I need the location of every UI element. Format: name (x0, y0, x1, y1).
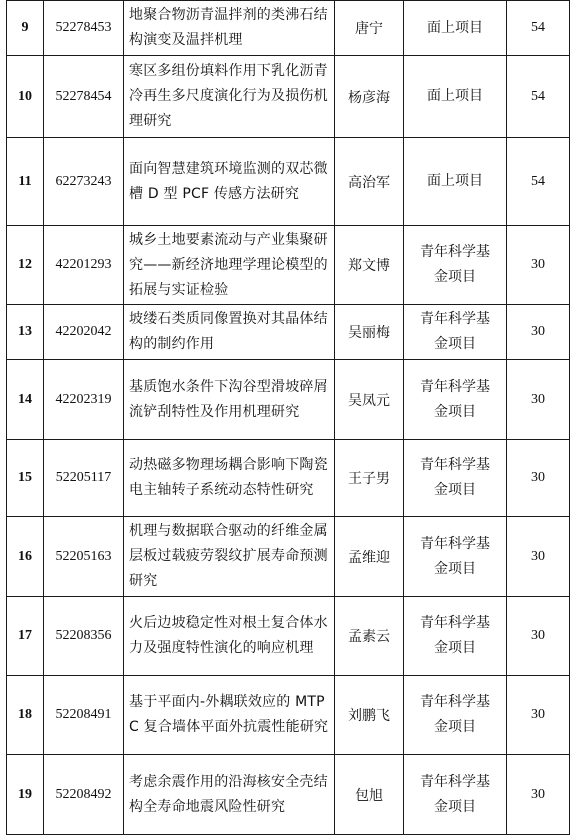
funding-amount: 54 (507, 1, 570, 56)
project-title: 火后边坡稳定性对根土复合体水力及强度特性演化的响应机理 (124, 597, 335, 676)
row-index: 18 (7, 676, 44, 755)
funding-amount: 30 (507, 360, 570, 440)
funding-amount: 30 (507, 440, 570, 517)
row-index: 15 (7, 440, 44, 517)
project-type: 青年科学基金项目 (404, 597, 507, 676)
project-type: 青年科学基金项目 (404, 226, 507, 305)
project-type: 青年科学基金项目 (404, 305, 507, 360)
project-type: 青年科学基金项目 (404, 440, 507, 517)
project-code: 42201293 (44, 226, 124, 305)
table-row (7, 138, 570, 226)
principal-investigator: 郑文博 (335, 226, 404, 305)
principal-investigator: 吴丽梅 (335, 305, 404, 360)
project-code: 42202319 (44, 360, 124, 440)
project-code: 62273243 (44, 138, 124, 226)
funding-amount: 30 (507, 755, 570, 835)
project-type: 青年科学基金项目 (404, 755, 507, 835)
project-code: 52278454 (44, 56, 124, 138)
table-row (7, 1, 570, 56)
principal-investigator: 孟素云 (335, 597, 404, 676)
principal-investigator: 王子男 (335, 440, 404, 517)
principal-investigator: 吴凤元 (335, 360, 404, 440)
row-index: 19 (7, 755, 44, 835)
principal-investigator: 杨彦海 (335, 56, 404, 138)
table-row (7, 56, 570, 138)
project-title: 地聚合物沥青温拌剂的类沸石结构演变及温拌机理 (124, 1, 335, 56)
project-title: 城乡土地要素流动与产业集聚研究——新经济地理学理论模型的拓展与实证检验 (124, 226, 335, 305)
funding-table (6, 0, 570, 835)
row-index: 14 (7, 360, 44, 440)
row-index: 12 (7, 226, 44, 305)
row-index: 9 (7, 1, 44, 56)
project-type: 面上项目 (404, 56, 507, 138)
project-title: 寒区多组份填料作用下乳化沥青冷再生多尺度演化行为及损伤机理研究 (124, 56, 335, 138)
project-code: 52205117 (44, 440, 124, 517)
project-title: 机理与数据联合驱动的纤维金属层板过载疲劳裂纹扩展寿命预测研究 (124, 517, 335, 597)
table-row (7, 226, 570, 305)
table-row (7, 597, 570, 676)
project-title: 动热磁多物理场耦合影响下陶瓷电主轴转子系统动态特性研究 (124, 440, 335, 517)
project-type: 青年科学基金项目 (404, 360, 507, 440)
row-index: 11 (7, 138, 44, 226)
funding-amount: 30 (507, 517, 570, 597)
project-title: 基质饱水条件下沟谷型滑坡碎屑流铲刮特性及作用机理研究 (124, 360, 335, 440)
project-code: 52278453 (44, 1, 124, 56)
principal-investigator: 唐宁 (335, 1, 404, 56)
project-type: 青年科学基金项目 (404, 517, 507, 597)
funding-amount: 30 (507, 597, 570, 676)
funding-table-body (7, 1, 570, 835)
table-row (7, 676, 570, 755)
row-index: 16 (7, 517, 44, 597)
row-index: 17 (7, 597, 44, 676)
project-code: 52208491 (44, 676, 124, 755)
project-title: 坡缕石类质同像置换对其晶体结构的制约作用 (124, 305, 335, 360)
table-row (7, 305, 570, 360)
project-type: 面上项目 (404, 138, 507, 226)
principal-investigator: 高治军 (335, 138, 404, 226)
project-title: 面向智慧建筑环境监测的双芯微槽 D 型 PCF 传感方法研究 (124, 138, 335, 226)
row-index: 10 (7, 56, 44, 138)
funding-amount: 54 (507, 138, 570, 226)
project-code: 52208356 (44, 597, 124, 676)
project-code: 42202042 (44, 305, 124, 360)
project-type: 面上项目 (404, 1, 507, 56)
funding-amount: 30 (507, 305, 570, 360)
table-row (7, 440, 570, 517)
project-type: 青年科学基金项目 (404, 676, 507, 755)
project-code: 52205163 (44, 517, 124, 597)
funding-amount: 54 (507, 56, 570, 138)
project-title: 基于平面内-外耦联效应的 MTPC 复合墙体平面外抗震性能研究 (124, 676, 335, 755)
project-code: 52208492 (44, 755, 124, 835)
principal-investigator: 刘鹏飞 (335, 676, 404, 755)
table-row (7, 517, 570, 597)
principal-investigator: 包旭 (335, 755, 404, 835)
funding-amount: 30 (507, 676, 570, 755)
funding-amount: 30 (507, 226, 570, 305)
project-title: 考虑余震作用的沿海核安全壳结构全寿命地震风险性研究 (124, 755, 335, 835)
table-row (7, 360, 570, 440)
row-index: 13 (7, 305, 44, 360)
table-row (7, 755, 570, 835)
principal-investigator: 孟维迎 (335, 517, 404, 597)
